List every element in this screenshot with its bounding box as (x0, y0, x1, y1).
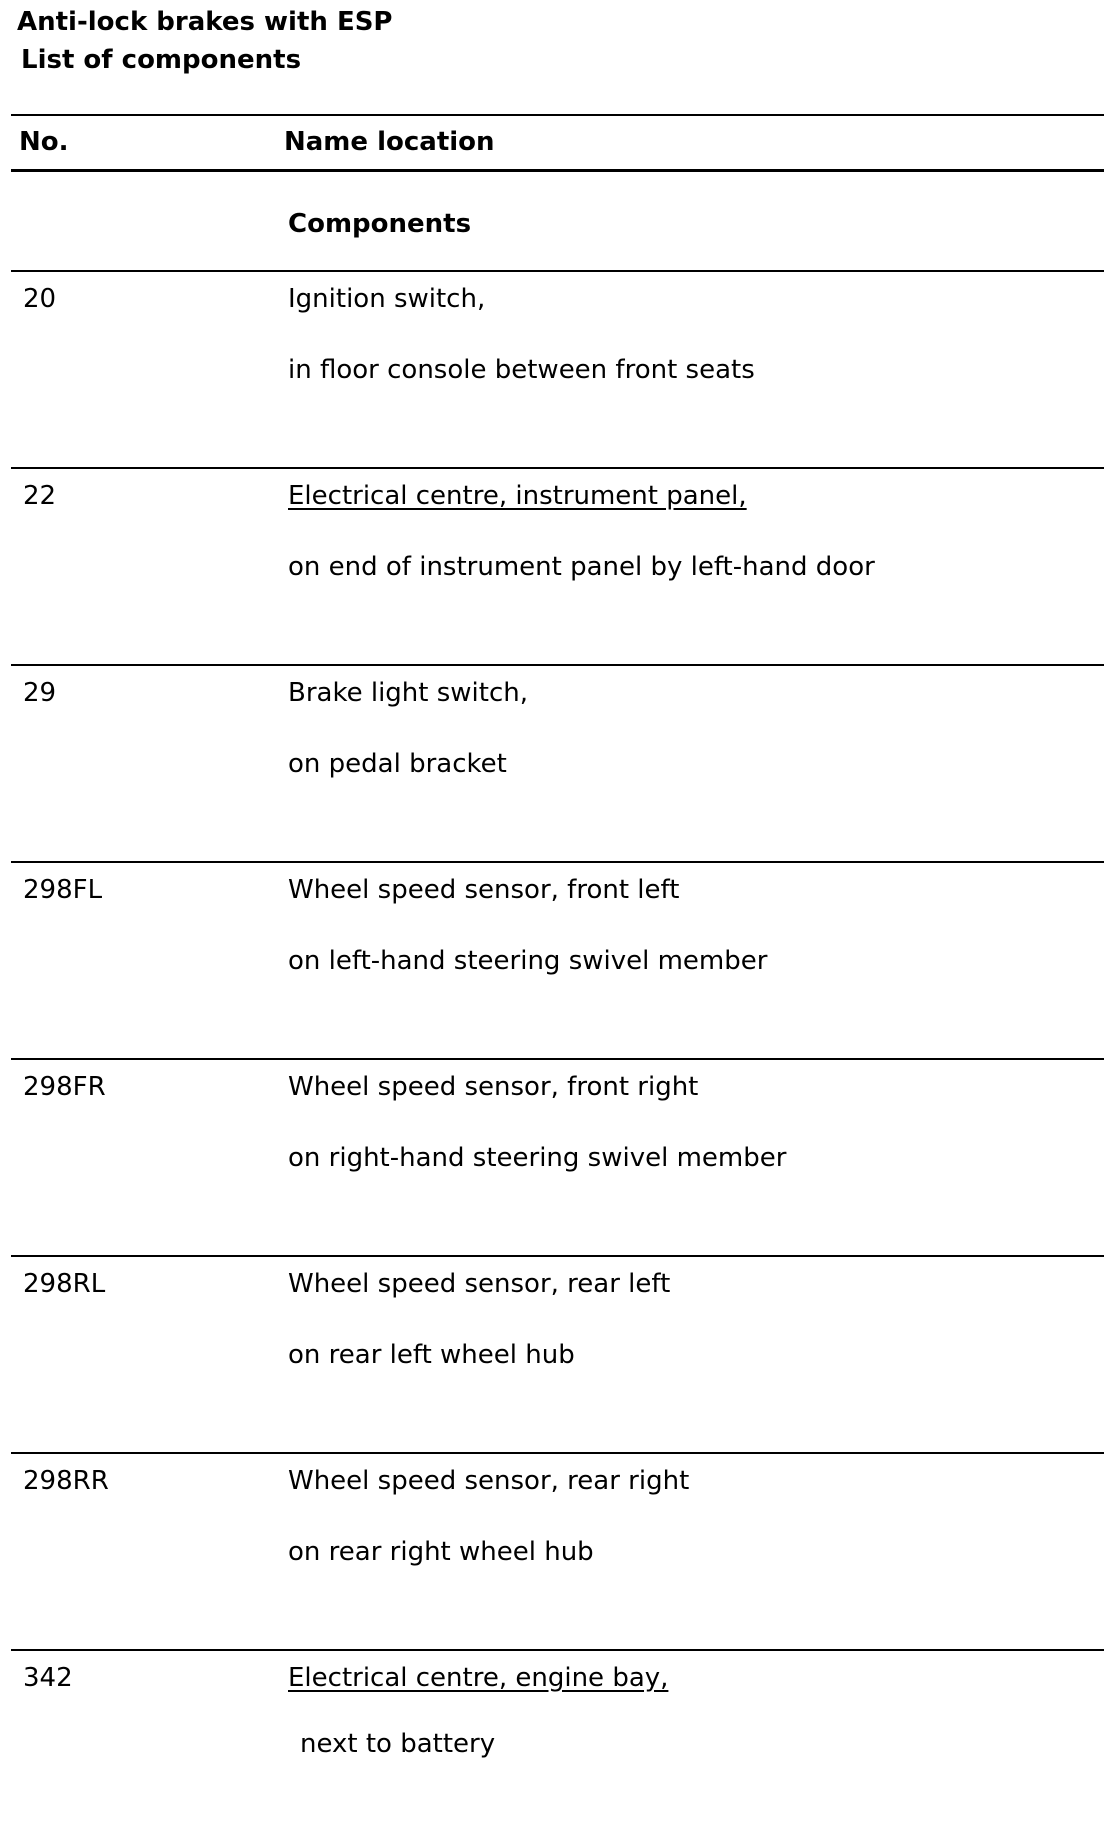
table-row (0, 1255, 1120, 1452)
component-location: on right-hand steering swivel member (288, 1143, 787, 1173)
component-name: Brake light switch, (288, 678, 529, 708)
row-divider (11, 270, 1104, 272)
component-name: Wheel speed sensor, front right (288, 1072, 699, 1102)
component-number: 298RR (23, 1466, 109, 1496)
component-number: 20 (23, 284, 57, 314)
component-number: 298FR (23, 1072, 106, 1102)
component-number: 298RL (23, 1269, 106, 1299)
header-rule (11, 169, 1104, 172)
table-header (0, 122, 1120, 162)
document-title-block (17, 4, 393, 79)
table-row (0, 467, 1120, 664)
table-row (0, 664, 1120, 861)
component-location: on left-hand steering swivel member (288, 946, 768, 976)
table-row (0, 270, 1120, 467)
table-row (0, 1649, 1120, 1846)
column-header-name-location: Name location (284, 127, 495, 157)
component-name: Wheel speed sensor, rear left (288, 1269, 671, 1299)
component-location: on pedal bracket (288, 749, 507, 779)
row-divider (11, 1058, 1104, 1060)
row-divider (11, 1649, 1104, 1651)
components-list (0, 270, 1120, 1846)
component-name: Wheel speed sensor, rear right (288, 1466, 690, 1496)
row-divider (11, 1452, 1104, 1454)
component-location: on rear left wheel hub (288, 1340, 575, 1370)
row-divider (11, 664, 1104, 666)
top-rule (11, 114, 1104, 116)
component-name: Wheel speed sensor, front left (288, 875, 680, 905)
column-header-number: No. (19, 127, 69, 157)
row-divider (11, 861, 1104, 863)
component-name-link[interactable]: Electrical centre, engine bay, (288, 1663, 669, 1693)
component-number: 29 (23, 678, 57, 708)
document-subtitle: List of components (21, 44, 302, 75)
table-row (0, 1058, 1120, 1255)
table-row (0, 861, 1120, 1058)
component-name: Ignition switch, (288, 284, 486, 314)
component-location: in floor console between front seats (288, 355, 755, 385)
table-row (0, 1452, 1120, 1649)
row-divider (11, 467, 1104, 469)
component-number: 298FL (23, 875, 103, 905)
component-location: on rear right wheel hub (288, 1537, 594, 1567)
row-divider (11, 1255, 1104, 1257)
component-number: 22 (23, 481, 57, 511)
component-name-link[interactable]: Electrical centre, instrument panel, (288, 481, 747, 511)
component-location: on end of instrument panel by left-hand door (288, 552, 875, 582)
document-title: Anti-lock brakes with ESP (17, 7, 393, 37)
component-number: 342 (23, 1663, 73, 1693)
section-heading: Components (288, 209, 472, 239)
component-location: next to battery (300, 1729, 496, 1759)
